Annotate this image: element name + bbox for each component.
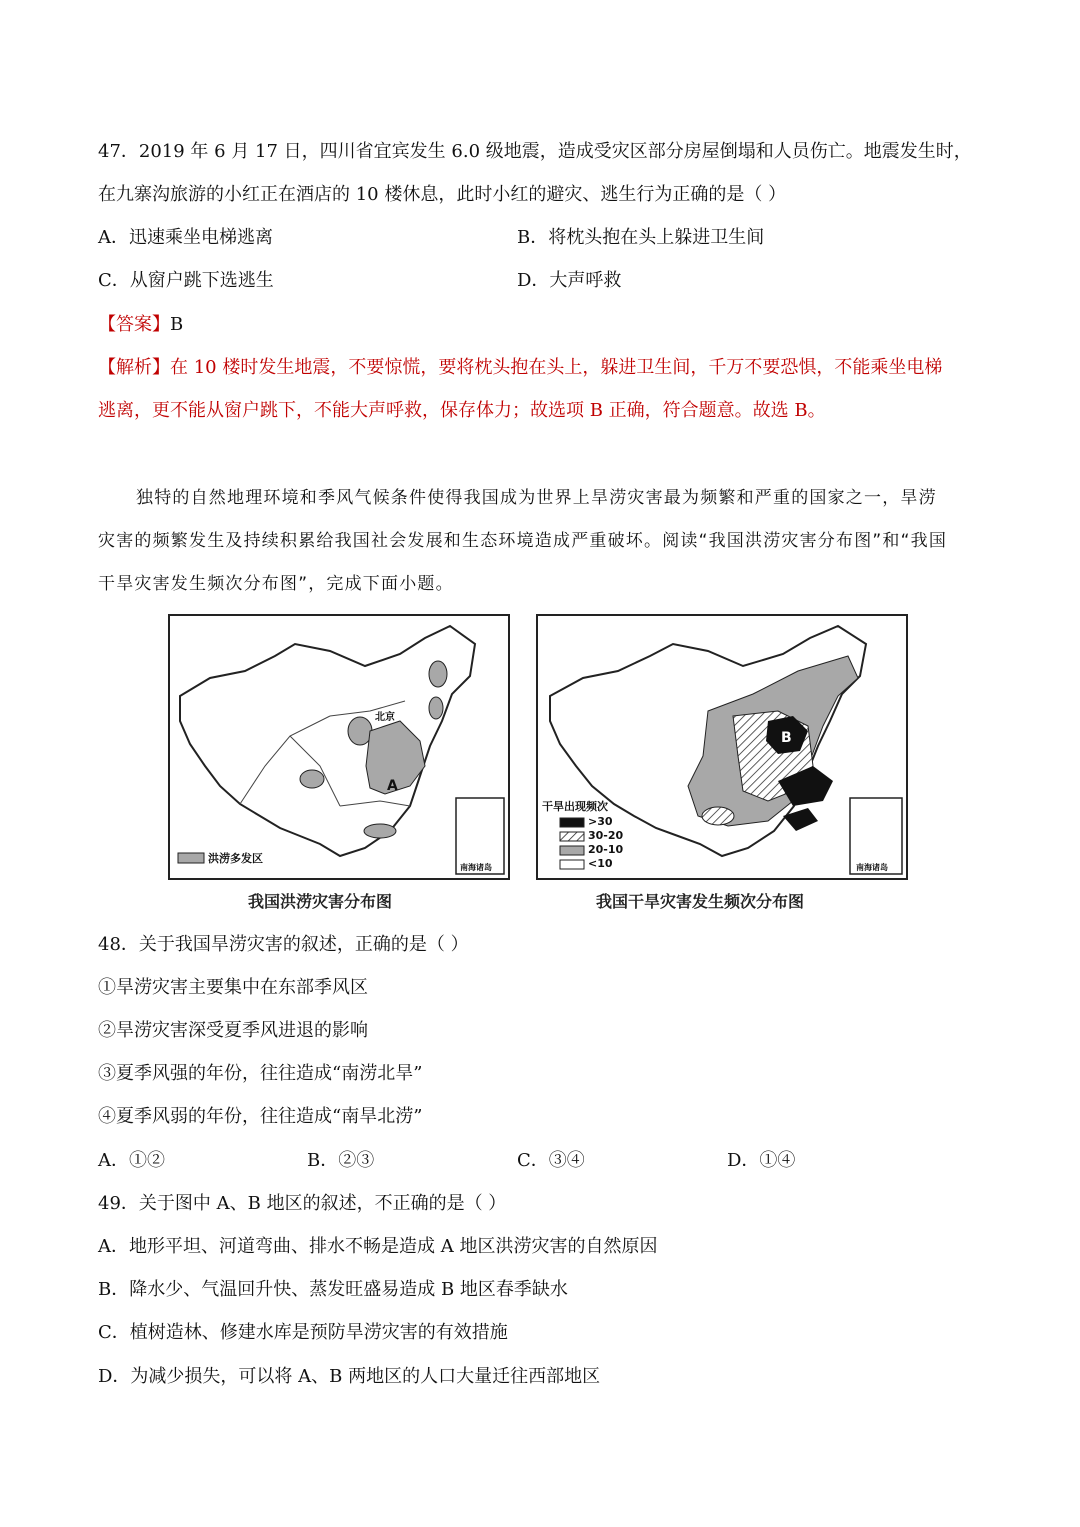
legend-label-30-plus: >30 [588,815,613,828]
q47-stem-line2: 在九寨沟旅游的小红正在酒店的 10 楼休息，此时小红的避灾、逃生行为正确的是（ ） [98,184,787,205]
q48-statement-1: ①旱涝灾害主要集中在东部季风区 [98,977,368,998]
q47-option-c: C．从窗户跳下选逃生 [98,270,274,291]
q47-option-b: B．将枕头抱在头上躲进卫生间 [517,227,765,248]
flood-map-caption: 我国洪涝灾害分布图 [248,892,393,911]
legend-label-30-20: 30-20 [588,829,624,842]
flood-inset-label: 南海诸岛 [460,863,492,872]
q47-analysis-line2: 逃离，更不能从窗户跳下，不能大声呼救，保存体力；故选项 B 正确，符合题意。故选 B。 [98,400,826,421]
q47-option-d: D．大声呼救 [517,270,622,291]
flood-zone-ne-1 [429,661,447,687]
q49-option-b: B．降水少、气温回升快、蒸发旺盛易造成 B 地区春季缺水 [98,1279,568,1300]
answer-tag: 【答案】 [98,314,170,335]
q47-analysis-line1 [98,356,942,380]
legend-label-20-10: 20-10 [588,843,624,856]
q48-option-d: D．①④ [727,1150,796,1171]
flood-legend-swatch [178,853,204,863]
flood-map-graphic [170,616,508,878]
analysis-tag: 【解析】 [98,357,170,378]
flood-zone-ne-2 [429,697,443,719]
analysis-text-1: 在 10 楼时发生地震，不要惊慌，要将枕头抱在头上，躲进卫生间，千万不要恐惧，不能乘坐电梯 [170,357,943,378]
legend-swatch-30-plus [560,818,584,827]
q48-statement-2: ②旱涝灾害深受夏季风进退的影响 [98,1020,368,1041]
drought-map-caption: 我国干旱灾害发生频次分布图 [596,892,805,911]
legend-swatch-under-10 [560,860,584,869]
q48-statement-4: ④夏季风弱的年份，往往造成“南旱北涝” [98,1106,423,1127]
flood-legend-label: 洪涝多发区 [208,852,263,865]
region-a-label: A [387,778,398,794]
region-b-label: B [781,730,792,746]
intro-line3: 干旱灾害发生频次分布图”，完成下面小题。 [98,574,454,594]
intro-line1: 独特的自然地理环境和季风气候条件使得我国成为世界上旱涝灾害最为频繁和严重的国家之一，旱涝 [136,488,937,508]
answer-value: B [170,314,184,335]
flood-zone-west [300,770,324,788]
legend-label-under-10: <10 [588,857,613,870]
q49-option-d: D．为减少损失，可以将 A、B 两地区的人口大量迁往西部地区 [98,1366,601,1387]
q48-statement-3: ③夏季风强的年份，往往造成“南涝北旱” [98,1063,423,1084]
q48-option-a: A．①② [98,1150,165,1171]
beijing-label: 北京 [375,712,395,723]
q48-stem: 48．关于我国旱涝灾害的叙述，正确的是（ ） [98,934,469,955]
q47-answer [98,313,183,337]
flood-zone-south [364,824,396,838]
drought-inset-label: 南海诸岛 [856,863,888,872]
drought-legend-title: 干旱出现频次 [542,800,608,813]
china-outline [180,626,475,856]
q49-option-a: A．地形平坦、河道弯曲、排水不畅是造成 A 地区洪涝灾害的自然原因 [98,1236,658,1257]
legend-swatch-20-10 [560,846,584,855]
q48-option-c: C．③④ [517,1150,585,1171]
q47-option-a: A．迅速乘坐电梯逃离 [98,227,273,248]
q49-option-c: C．植树造林、修建水库是预防旱涝灾害的有效措施 [98,1322,508,1343]
q49-stem: 49．关于图中 A、B 地区的叙述，不正确的是（ ） [98,1193,507,1214]
drought-zone-sw-hatch [702,807,734,825]
flood-map [168,614,510,880]
intro-line2: 灾害的频繁发生及持续积累给我国社会发展和生态环境造成严重破坏。阅读“我国洪涝灾害分布图”和“我国 [98,531,948,551]
q48-option-b: B．②③ [307,1150,375,1171]
drought-map [536,614,908,880]
legend-swatch-30-20 [560,832,584,841]
q47-stem-line1: 47．2019 年 6 月 17 日，四川省宜宾发生 6.0 级地震，造成受灾区部分房屋倒塌和人员伤亡。地震发生时， [98,141,972,162]
